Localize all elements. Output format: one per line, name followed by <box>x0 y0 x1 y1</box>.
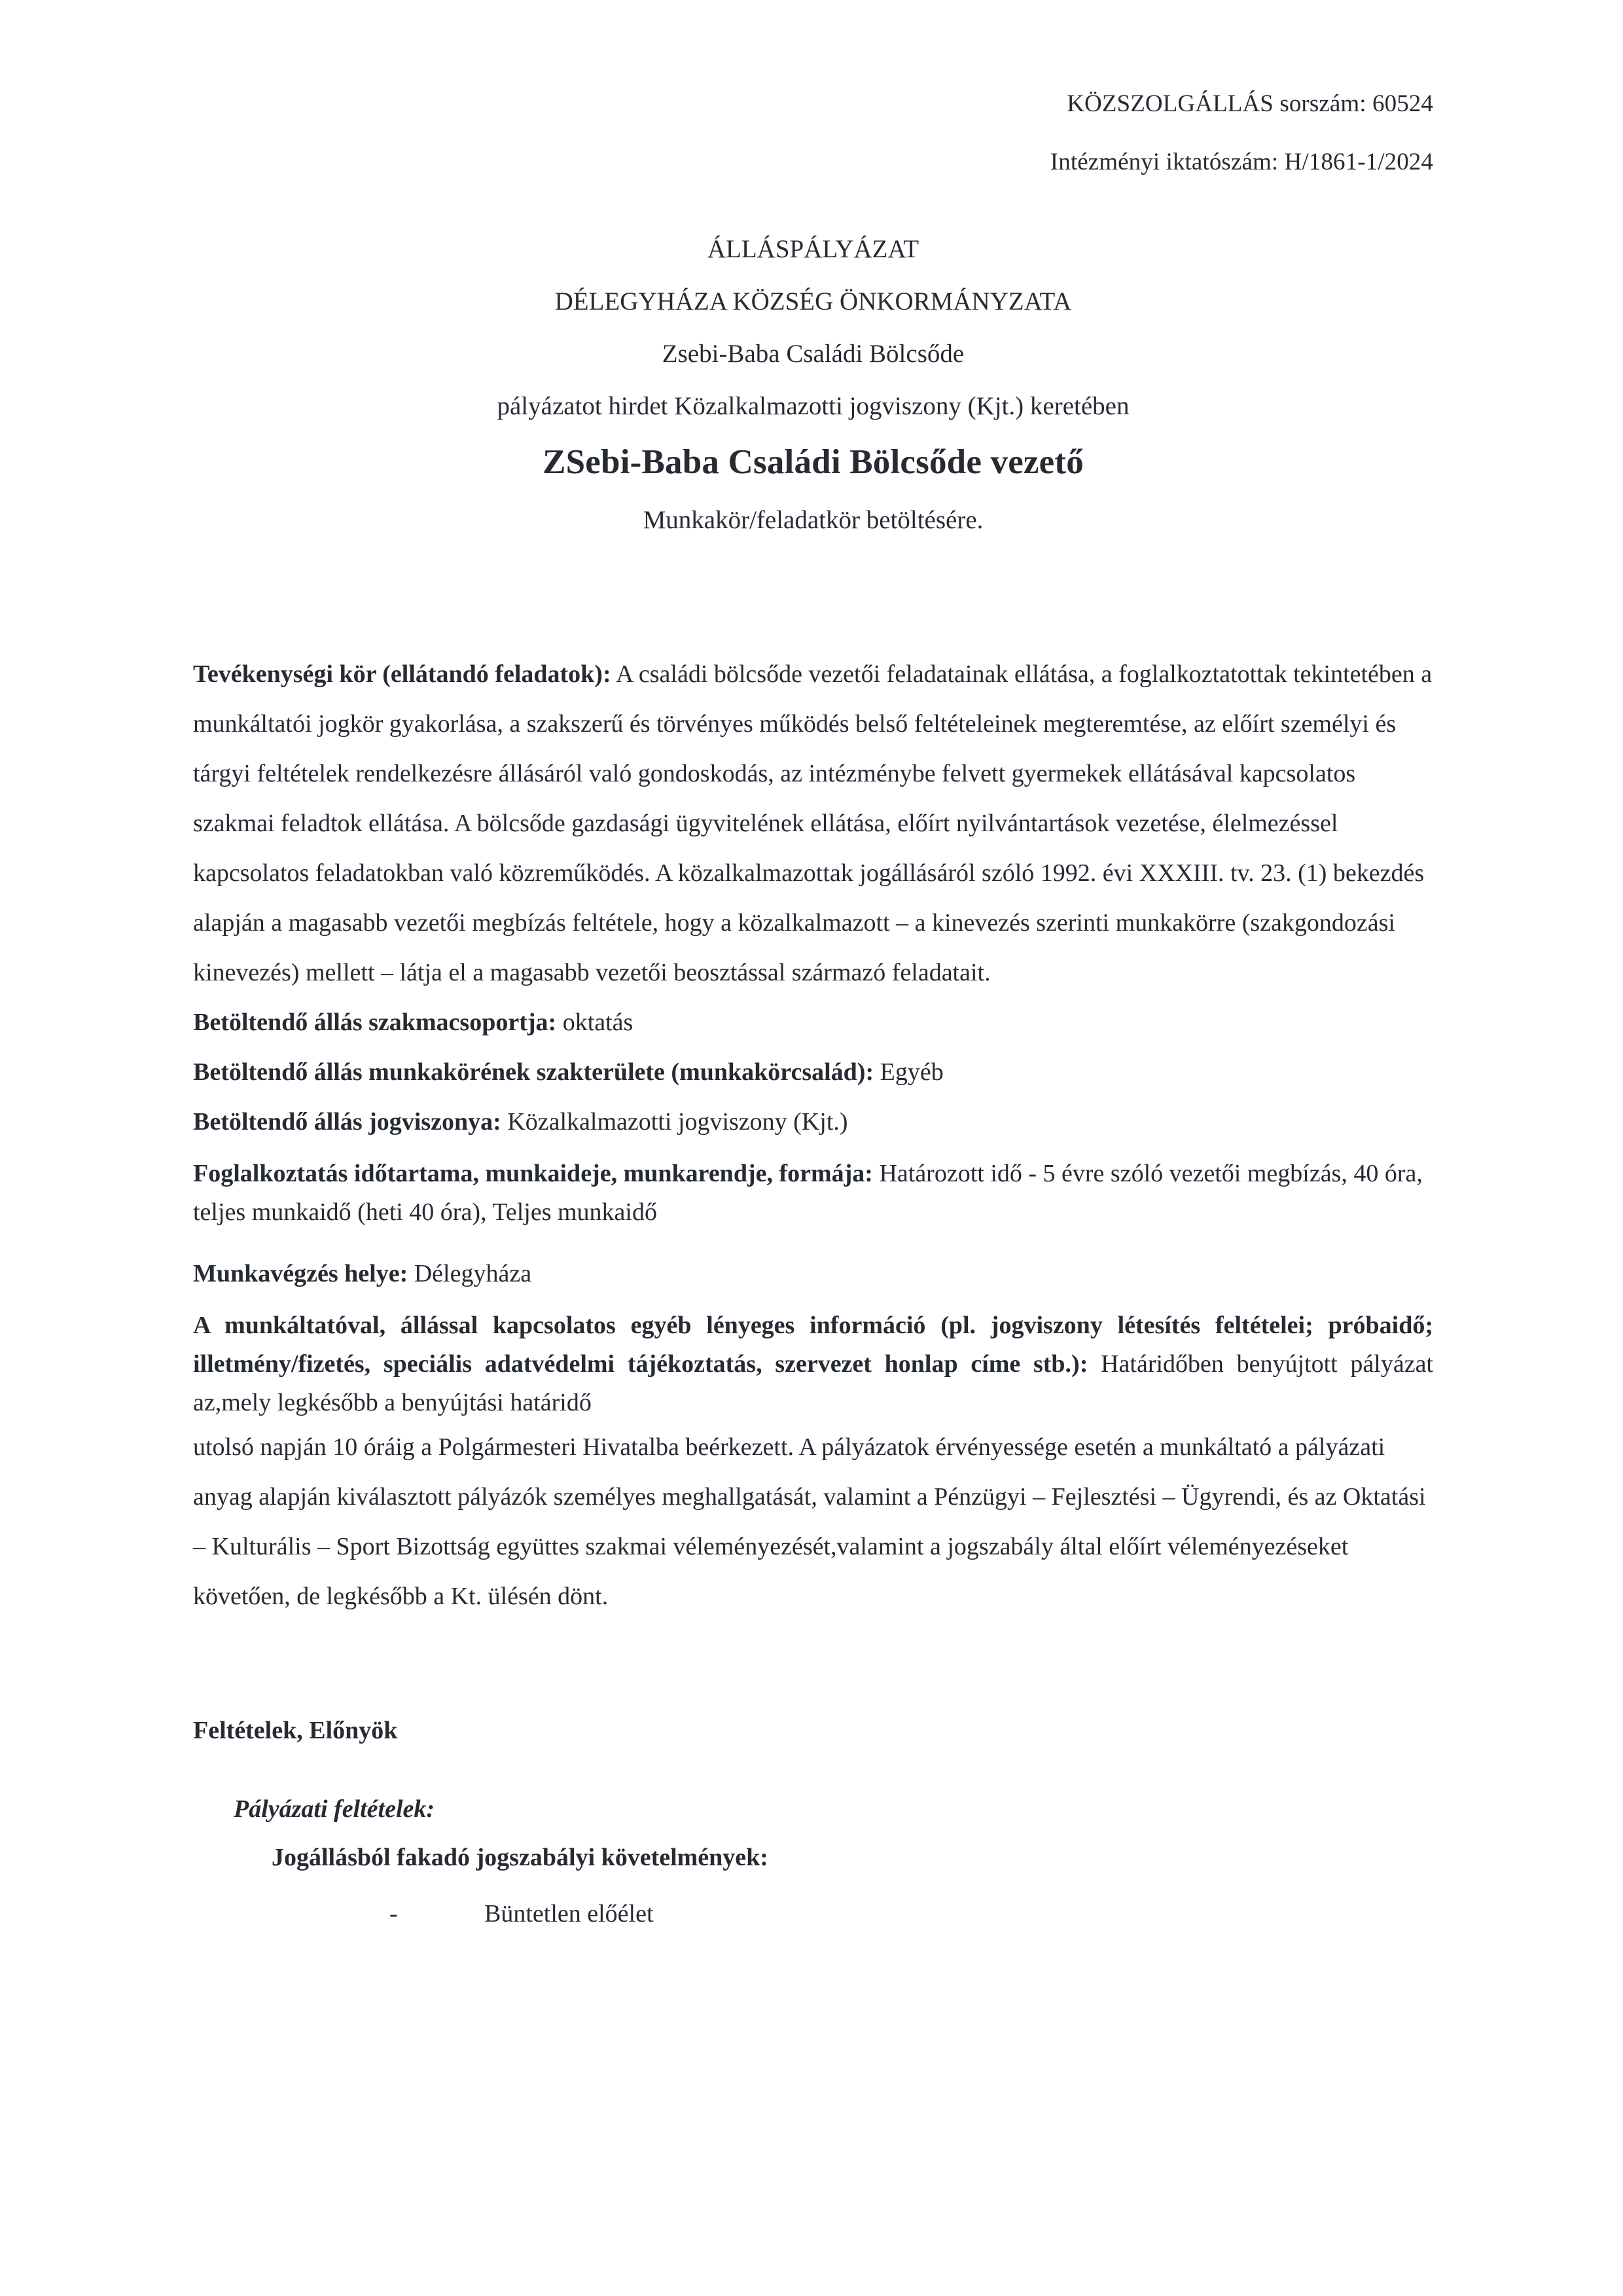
other-information-continuation: utolsó napján 10 óráig a Polgármesteri Hivatalba beérkezett. A pályázatok érvényessége esetén a munkáltató a pályázati anyag alapján kiválasztott pályázók személyes meghallgatását, valamint a Pénzügyi – Fejlesztési – Ügyrendi, és az Oktatási – Kulturális – Sport Bizottság együttes szakmai véleményezését,valamint a jogszabály által előírt véleményezéseket követően, de legkésőbb a Kt. ülésén dönt. <box>193 1433 1426 1610</box>
legal-relation-label: Betöltendő állás jogviszonya: <box>193 1108 501 1136</box>
page-content <box>193 0 1433 1926</box>
other-information-row <box>193 1306 1433 1422</box>
job-family-row <box>193 1047 1433 1097</box>
institutional-registry-number: Intézményi iktatószám: H/1861-1/2024 <box>1050 149 1433 175</box>
professional-group-label: Betöltendő állás szakmacsoportja: <box>193 1009 557 1036</box>
employment-terms-row <box>193 1155 1433 1232</box>
page-title: ZSebi-Baba Családi Bölcsőde vezető <box>543 443 1084 481</box>
application-conditions-heading: Pályázati feltételek: <box>234 1795 435 1823</box>
bullet-dash-icon: - <box>389 1900 398 1928</box>
legal-relation-row <box>193 1097 1433 1147</box>
employment-terms-value: Határozott idő - 5 évre szóló vezetői megbízás, 40 óra, teljes munkaidő (heti 40 óra), Teljes munkaidő <box>193 1160 1423 1226</box>
other-information-label: A munkáltatóval, állással kapcsolatos egyéb lényeges információ (pl. jogviszony létesítés feltételei; próbaidő; illetmény/fizetés, speciális adatvédelmi tájékoztatás, szervezet honlap címe stb.): <box>193 1312 1433 1378</box>
list-item <box>389 1901 1433 1926</box>
conditions-section-heading: Feltételek, Előnyök <box>193 1717 398 1744</box>
work-location-row <box>193 1249 1433 1299</box>
conditions-section <box>193 1718 1433 1926</box>
position-subtitle: Munkakör/feladatkör betöltésére. <box>643 506 984 534</box>
spacer <box>193 1232 1433 1249</box>
employer-name: DÉLEGYHÁZA KÖZSÉG ÖNKORMÁNYZATA <box>554 287 1072 315</box>
job-family-label: Betöltendő állás munkakörének szakterülete (munkakörcsalád): <box>193 1058 874 1086</box>
spacer <box>193 1147 1433 1155</box>
announcement-line: pályázatot hirdet Közalkalmazotti jogviszony (Kjt.) keretében <box>497 392 1130 420</box>
duties-text: A családi bölcsőde vezetői feladatainak ellátása, a foglalkoztatottak tekintetében a munkáltatói jogkör gyakorlása, a szakszerű és törvényes működés belső feltételeinek megteremtése, az előírt személyi és tárgyi feltételek rendelkezésre állásáról való gondoskodás, az intézménybe felvett gyermekek ellátásával kapcsolatos szakmai feladtok ellátása. A bölcsőde gazdasági ügyvitelének ellátása, előírt nyilvántartások vezetése, élelmezéssel kapcsolatos feladatokban való közreműködés. A közalkalmazottak jogállásáról szóló 1992. évi XXXIII. tv. 23. (1) bekezdés alapján a magasabb vezetői megbízás feltétele, hogy a közalkalmazott – a kinevezés szerinti munkakörre (szakgondozási kinevezés) mellett – látja el a magasabb vezetői beosztással származó feladatait. <box>193 660 1433 986</box>
employment-terms-label: Foglalkoztatás időtartama, munkaideje, munkarendje, formája: <box>193 1160 873 1187</box>
kozszolgallas-reference-number: KÖZSZOLGÁLLÁS sorszám: 60524 <box>1067 90 1433 117</box>
legal-requirements-heading: Jogállásból fakadó jogszabályi követelmények: <box>272 1844 768 1871</box>
work-location-value: Délegyháza <box>408 1260 532 1287</box>
document-body <box>193 649 1433 1621</box>
spacer <box>193 1299 1433 1306</box>
document-header <box>193 0 1433 174</box>
duties-label: Tevékenységi kör (ellátandó feladatok): <box>193 660 611 688</box>
duties-paragraph <box>193 649 1433 997</box>
institution-name: Zsebi-Baba Családi Bölcsőde <box>662 340 965 368</box>
work-location-label: Munkavégzés helye: <box>193 1260 408 1287</box>
job-family-value: Egyéb <box>874 1058 944 1086</box>
list-item-label: Büntetlen előélet <box>484 1900 654 1928</box>
legal-relation-value: Közalkalmazotti jogviszony (Kjt.) <box>501 1108 848 1136</box>
professional-group-row <box>193 997 1433 1047</box>
title-block <box>193 236 1433 533</box>
document-type-title: ÁLLÁSPÁLYÁZAT <box>707 235 919 263</box>
professional-group-value: oktatás <box>556 1009 633 1036</box>
other-information-value: Határidőben benyújtott pályázat az,mely legkésőbb a benyújtási határidő <box>193 1350 1433 1416</box>
